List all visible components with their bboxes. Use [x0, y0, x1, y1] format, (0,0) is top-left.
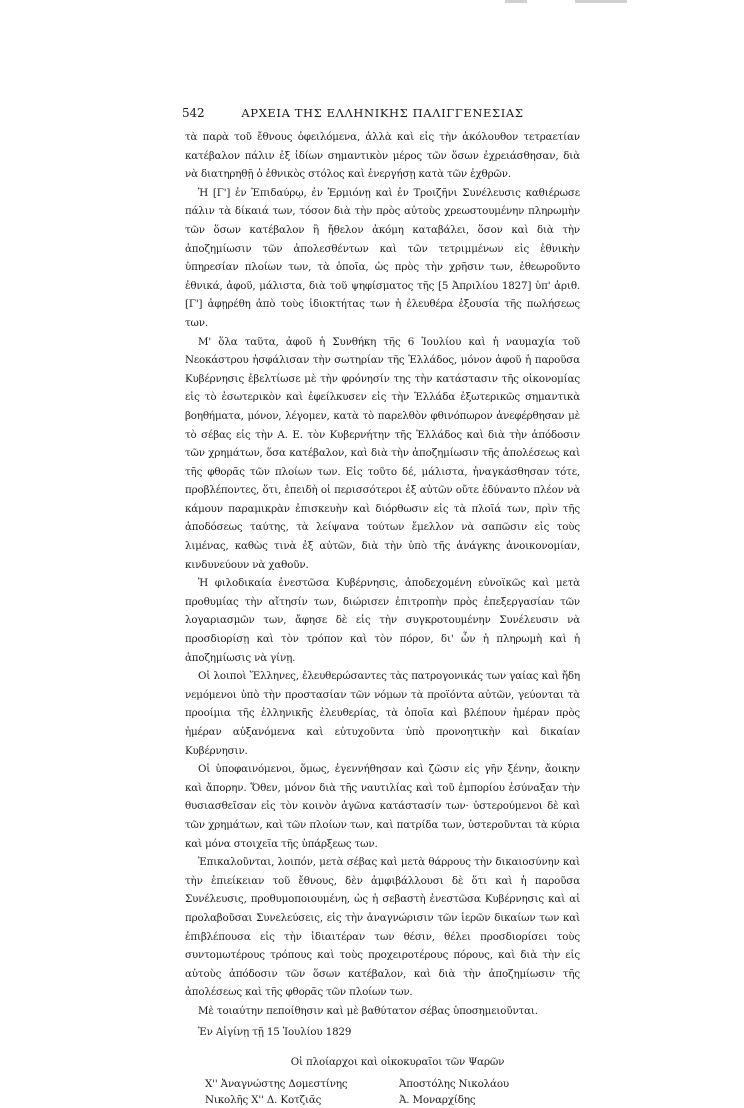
document-page	[182, 104, 580, 1108]
paragraph: Μὲ τοιαύτην πεποίθησιν καὶ μὲ βαθύτατον σέβας ὑποσημειοῦνται.	[198, 1004, 538, 1017]
page-number: 542	[182, 106, 205, 120]
signature: Χ'' Ἀναγνώστης Δομεστίνης	[205, 1077, 348, 1090]
signature: Ἀ. Μοναρχίδης	[399, 1093, 476, 1106]
date-line: Ἐν Αἰγίνῃ τῇ 15 Ἰουλίου 1829	[198, 1025, 352, 1038]
paragraph: Μ' ὅλα ταῦτα, ἀφοῦ ἡ Συνθήκη τῆς 6 Ἰουλίου καὶ ἡ ναυμαχία τοῦ Νεοκάστρου ἠσφάλισαν τὴν σωτηρίαν τῆς Ἑλλάδος, μόνον ἀφοῦ ἡ παροῦσα Κυβέρνησις ἐβελτίωσε μὲ τὴν φρόνησίν της τὴν κατάστασιν τῆς οἰκονομίας εἰς τὸ ἐσωτερικὸν καὶ ἐφείλκυσεν εἰς τὴν Ἑλλάδα ἐξωτερικῶς σημαντικὰ βοηθήματα, μόνον, λέγομεν, κατὰ τὸ παρελθὸν φθινόπωρον ἀνεφέρθησαν μὲ τὸ σέβας εἰς τὴν Α. Ε. τὸν Κυβερνήτην τῆς Ἑλλάδος καὶ διὰ τὴν ἀπόδοσιν τῶν χρημάτων, ὅσα κατέβαλον, καὶ διὰ τὴν ἀποζημίωσιν τῆς ἀπολέσεως καὶ τῆς φθορᾶς τῶν πλοίων των. Εἰς τοῦτο δέ, μάλιστα, ἠναγκάσθησαν τότε, προβλέποντες, ὅτι, ἐπειδὴ οἱ περισσότεροι ἐξ αὐτῶν οὔτε ἐδύναντο πλέον νὰ κάμουν παραμικρὰν ἐπισκευὴν καὶ διόρθωσιν εἰς τὰ πλοῖά των, πρὶν τῆς ἀποδόσεως ταύτης, τὰ λείψανα τούτων ἔμελλον νὰ σαπῶσιν εἰς τοὺς λιμένας, καθὼς τινὰ ἐξ αὐτῶν, διὰ τὴν ὑπὸ τῆς ἀνάγκης ἀνοικονομίαν, κινδυνεύουν νὰ χαθοῦν.	[185, 335, 580, 571]
paragraph: Ἡ φιλοδικαία ἐνεστῶσα Κυβέρνησις, ἀποδεχομένη εὐνοϊκῶς καὶ μετὰ προθυμίας τὴν αἴτησίν των, διώρισεν ἐπιτροπὴν πρὸς ἐπεξεργασίαν τῶν λογαριασμῶν των, ἄφησε δὲ εἰς τὴν συγκροτουμένην Συνέλευσιν νὰ προσδιορίσῃ καὶ τὸν τρόπον καὶ τὸν πόρον, δι' ὧν ἡ πληρωμὴ καὶ ἡ ἀποζημίωσις νὰ γίνῃ.	[185, 577, 580, 664]
scan-edge-mark	[505, 0, 527, 3]
signature: Ἀποστόλης Νικολάου	[399, 1077, 509, 1090]
page-header	[182, 104, 580, 126]
paragraph: Οἱ ὑποφαινόμενοι, ὅμως, ἐγεννήθησαν καὶ ζῶσιν εἰς γῆν ξένην, ἄοικην καὶ ἄπορην. Ὅθεν, μόνον διὰ τῆς ναυτιλίας καὶ τοῦ ἐμπορίου ἐσύναξαν τὴν θυσιασθεῖσαν εἰς τὸν κοινὸν ἀγῶνα κατάστασίν των· ὑστερούμενοι δὲ καὶ τῶν χρημάτων, καὶ τῶν πλοίων των, καὶ πατρίδα των, ὑστεροῦνται τὰ κύρια καὶ μόνα στοιχεῖα τῆς ὑπάρξεως των.	[185, 763, 580, 850]
paragraph: τὰ παρὰ τοῦ ἔθνους ὀφειλόμενα, ἀλλὰ καὶ εἰς τὴν ἀκόλουθον τετραετίαν κατέβαλον πάλιν ἐξ ἰδίων σημαντικὸν μέρος τῶν ὅσων ἐχρειάσθησαν, διὰ νὰ διατηρηθῇ ὁ ἐθνικὸς στόλος καὶ ἐνεργήσῃ κατὰ τῶν ἐχθρῶν.	[185, 131, 580, 181]
paragraph: Ἐπικαλοῦνται, λοιπόν, μετὰ σέβας καὶ μετὰ θάρρους τὴν δικαιοσύνην καὶ τὴν ἐπιείκειαν τοῦ ἔθνους, δὲν ἀμφιβάλλουσι δὲ ὅτι καὶ ἡ παροῦσα Συνέλευσις, προθυμοποιουμένη, ὡς ἡ σεβαστὴ ἐνεστῶσα Κυβέρνησις καὶ αἱ προλαβοῦσαι Συνελεύσεις, εἰς τὴν ἀναγνώρισιν τῶν ἱερῶν δικαίων των καὶ ἐπιβλέπουσα εἰς τὴν ἰδιαιτέραν των θέσιν, θέλει προσδιορίσει τοὺς συντομωτέρους τρόπους καὶ τοὺς προχειροτέρους πόρους, καὶ διὰ τὴν εἰς αὐτοὺς ἀπόδοσιν τῶν ὅσων κατέβαλον, καὶ διὰ τὴν ἀποζημίωσιν τῆς ἀπολέσεως καὶ τῆς φθορᾶς τῶν πλοίων των.	[185, 856, 580, 999]
running-title: ΑΡΧΕΙΑ ΤΗΣ ΕΛΛΗΝΙΚΗΣ ΠΑΛΙΓΓΕΝΕΣΙΑΣ	[241, 106, 524, 120]
body-text	[185, 128, 580, 1021]
paragraph: Οἱ λοιποὶ Ἕλληνες, ἐλευθερώσαντες τὰς πατρογονικάς των γαίας καὶ ἤδη νεμόμενοι ὑπὸ τὴν προστασίαν τῶν νόμων τὰ προϊόντα αὐτῶν, γεύονται τὰ προοίμια τῆς ἑλληνικῆς ἐλευθερίας, τὰ ὁποῖα καὶ βλέπουν ἡμέραν πρὸς ἡμέραν αὐξανόμενα καὶ εὐτυχοῦντα ὑπὸ προνοητικὴν καὶ δικαίαν Κυβέρνησιν.	[185, 670, 580, 757]
signature-column-left	[185, 1076, 399, 1108]
signature: Νικολῆς Χ'' Δ. Κοτζιᾶς	[205, 1093, 322, 1106]
signature-column-right	[399, 1076, 509, 1108]
signature-block	[185, 1076, 580, 1108]
paragraph: Ἡ [Γ'] ἐν Ἐπιδαύρῳ, ἐν Ἑρμιόνῃ καὶ ἐν Τροιζῆνι Συνέλευσις καθιέρωσε πάλιν τὰ δίκαιά των, τόσον διὰ τὴν πρὸς αὐτοὺς χρεωστουμένην πληρωμὴν τῶν ὅσων κατέβαλον ἢ ἤθελον ἀκόμη καταβάλει, ὅσον καὶ διὰ τὴν ἀποζημίωσιν τῶν ἀπολεσθέντων καὶ τῶν τετριμμένων εἰς ἐθνικὴν ὑπηρεσίαν πλοίων των, τὰ ὁποῖα, ὡς πρὸς τὴν χρῆσιν των, ἐθεωροῦντο ἐθνικά, ἀφοῦ, μάλιστα, διὰ τοῦ ψηφίσματος τῆς [5 Ἀπριλίου 1827] ὑπ' ἀριθ. [Γ'] ἀφῃρέθη ἀπὸ τοὺς ἰδιοκτήτας των ἡ ἐλευθέρα ἐξουσία τῆς πωλήσεως των.	[185, 186, 580, 329]
signers-title: Οἱ πλοίαρχοι καὶ οἰκοκυραῖοι τῶν Ψαρῶν	[290, 1056, 505, 1069]
scan-edge-mark	[575, 0, 627, 3]
